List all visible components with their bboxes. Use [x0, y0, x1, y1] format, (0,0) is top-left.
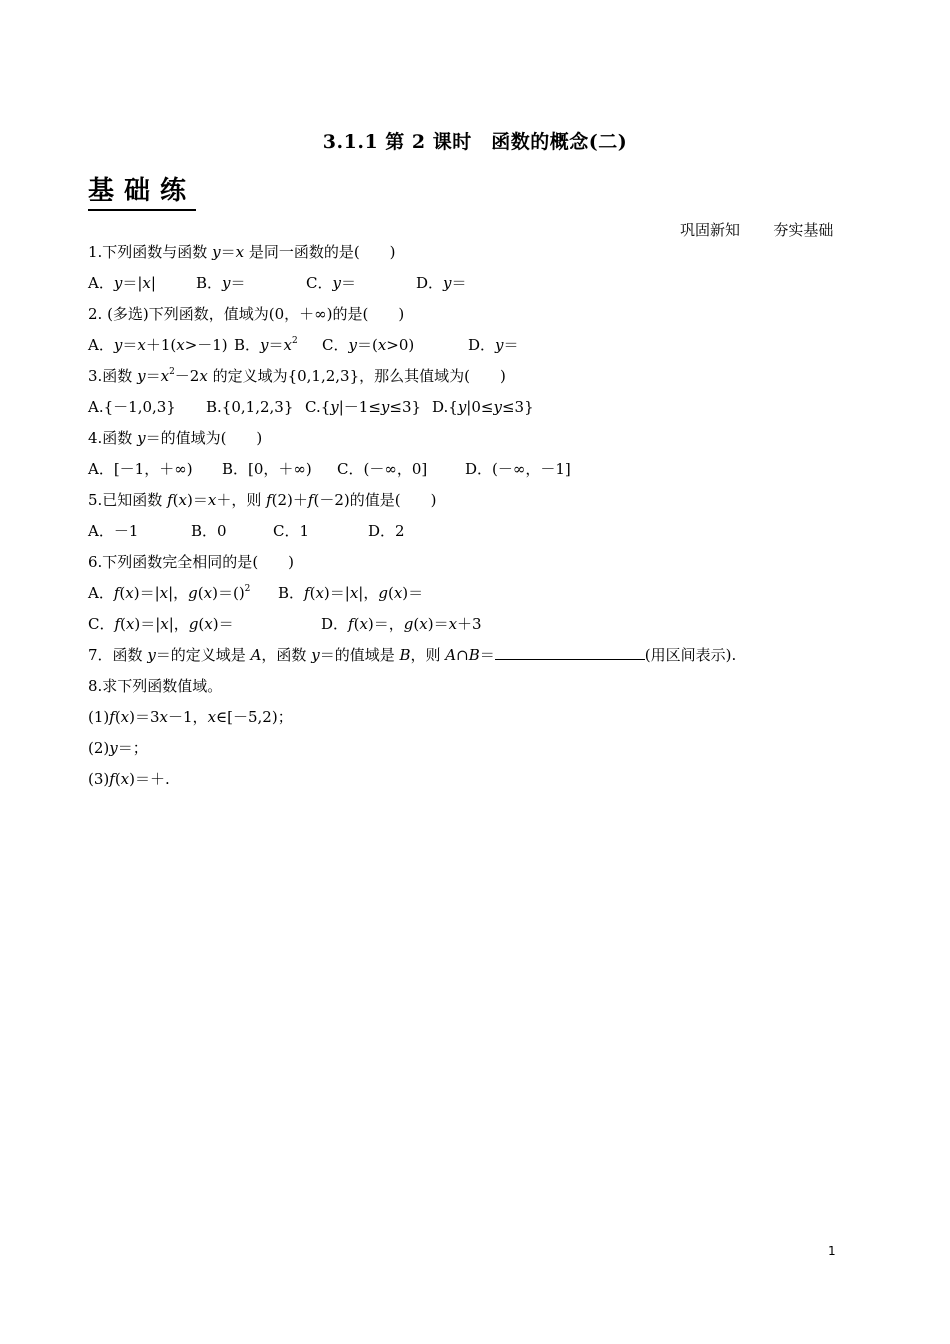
question-1-options — [88, 271, 868, 302]
question-2-options — [88, 333, 868, 364]
option-b: B．0 — [191, 522, 227, 540]
section-heading: 基础练 — [88, 174, 196, 211]
section-tagline: 巩固新知 夯实基础 — [680, 221, 834, 239]
answer-blank[interactable] — [495, 644, 645, 660]
option-d: D．y＝ — [468, 336, 519, 354]
question-5-stem: 5.已知函数 f(x)＝x＋，则 f(2)＋f(－2)的值是( ) — [88, 491, 437, 509]
question-3-stem: 3.函数 $y=x^2-2x$ 的定义域为{0,1,2,3}，那么其值域为( ) — [88, 367, 506, 385]
question-4-options — [88, 457, 868, 488]
option-b: B．y＝ — [196, 274, 246, 292]
option-d: D．f(x)＝，g(x)＝x＋3 — [321, 615, 482, 633]
option-a: A．y＝|x| — [88, 274, 156, 292]
option-a: A．y＝x＋1(x>－1) — [88, 336, 228, 354]
option-d: D．y＝ — [416, 274, 467, 292]
question-1-stem: 1.下列函数与函数 y＝x 是同一函数的是( ) — [88, 243, 396, 261]
option-c: C．y＝(x>0) — [322, 336, 415, 354]
option-c: C．y＝ — [306, 274, 356, 292]
option-b: B.{0,1,2,3} — [206, 398, 294, 416]
question-6-stem: 6.下列函数完全相同的是( ) — [88, 553, 295, 571]
option-a: A．f(x)＝|x|，g(x)＝()$^2$ — [88, 584, 251, 602]
option-c: C．1 — [273, 522, 310, 540]
option-b: B．$y=x^2$ — [234, 336, 298, 354]
question-8-part-2: (2)y＝； — [88, 739, 148, 757]
question-8-part-1: (1)f(x)＝3x－1，x∈[－5,2)； — [88, 708, 293, 726]
option-a: A．－1 — [88, 522, 139, 540]
question-4-stem: 4.函数 y＝的值域为( ) — [88, 429, 263, 447]
question-3-options — [88, 395, 868, 426]
question-6-options-cd — [88, 612, 868, 643]
page-title: 3.1.1 第 2 课时 函数的概念(二) — [322, 131, 628, 153]
page-number: 1 — [828, 1244, 836, 1258]
question-8-stem: 8.求下列函数值域。 — [88, 677, 223, 695]
question-5-options — [88, 519, 868, 550]
option-a: A．[－1，＋∞) — [88, 460, 193, 478]
option-b: B．f(x)＝|x|，g(x)＝ — [278, 584, 424, 602]
option-c: C．f(x)＝|x|，g(x)＝ — [88, 615, 234, 633]
option-d: D．(－∞，－1] — [465, 460, 571, 478]
question-2-stem: 2. (多选)下列函数，值域为(0，＋∞)的是( ) — [88, 305, 405, 323]
option-c: C．(－∞，0] — [337, 460, 428, 478]
option-d: D.{y|0≤y≤3} — [432, 398, 534, 416]
option-a: A.{－1,0,3} — [88, 398, 176, 416]
option-c: C.{y|－1≤y≤3} — [305, 398, 422, 416]
question-8-part-3: (3)f(x)＝＋. — [88, 770, 170, 788]
question-6-options-ab — [88, 581, 868, 612]
question-7-stem: 7．函数 y＝的定义域是 A，函数 y＝的值域是 B，则 A∩B＝ (用区间表示). — [88, 646, 737, 664]
exercise-list — [88, 240, 868, 798]
option-b: B．[0，＋∞) — [222, 460, 312, 478]
option-d: D．2 — [368, 522, 405, 540]
